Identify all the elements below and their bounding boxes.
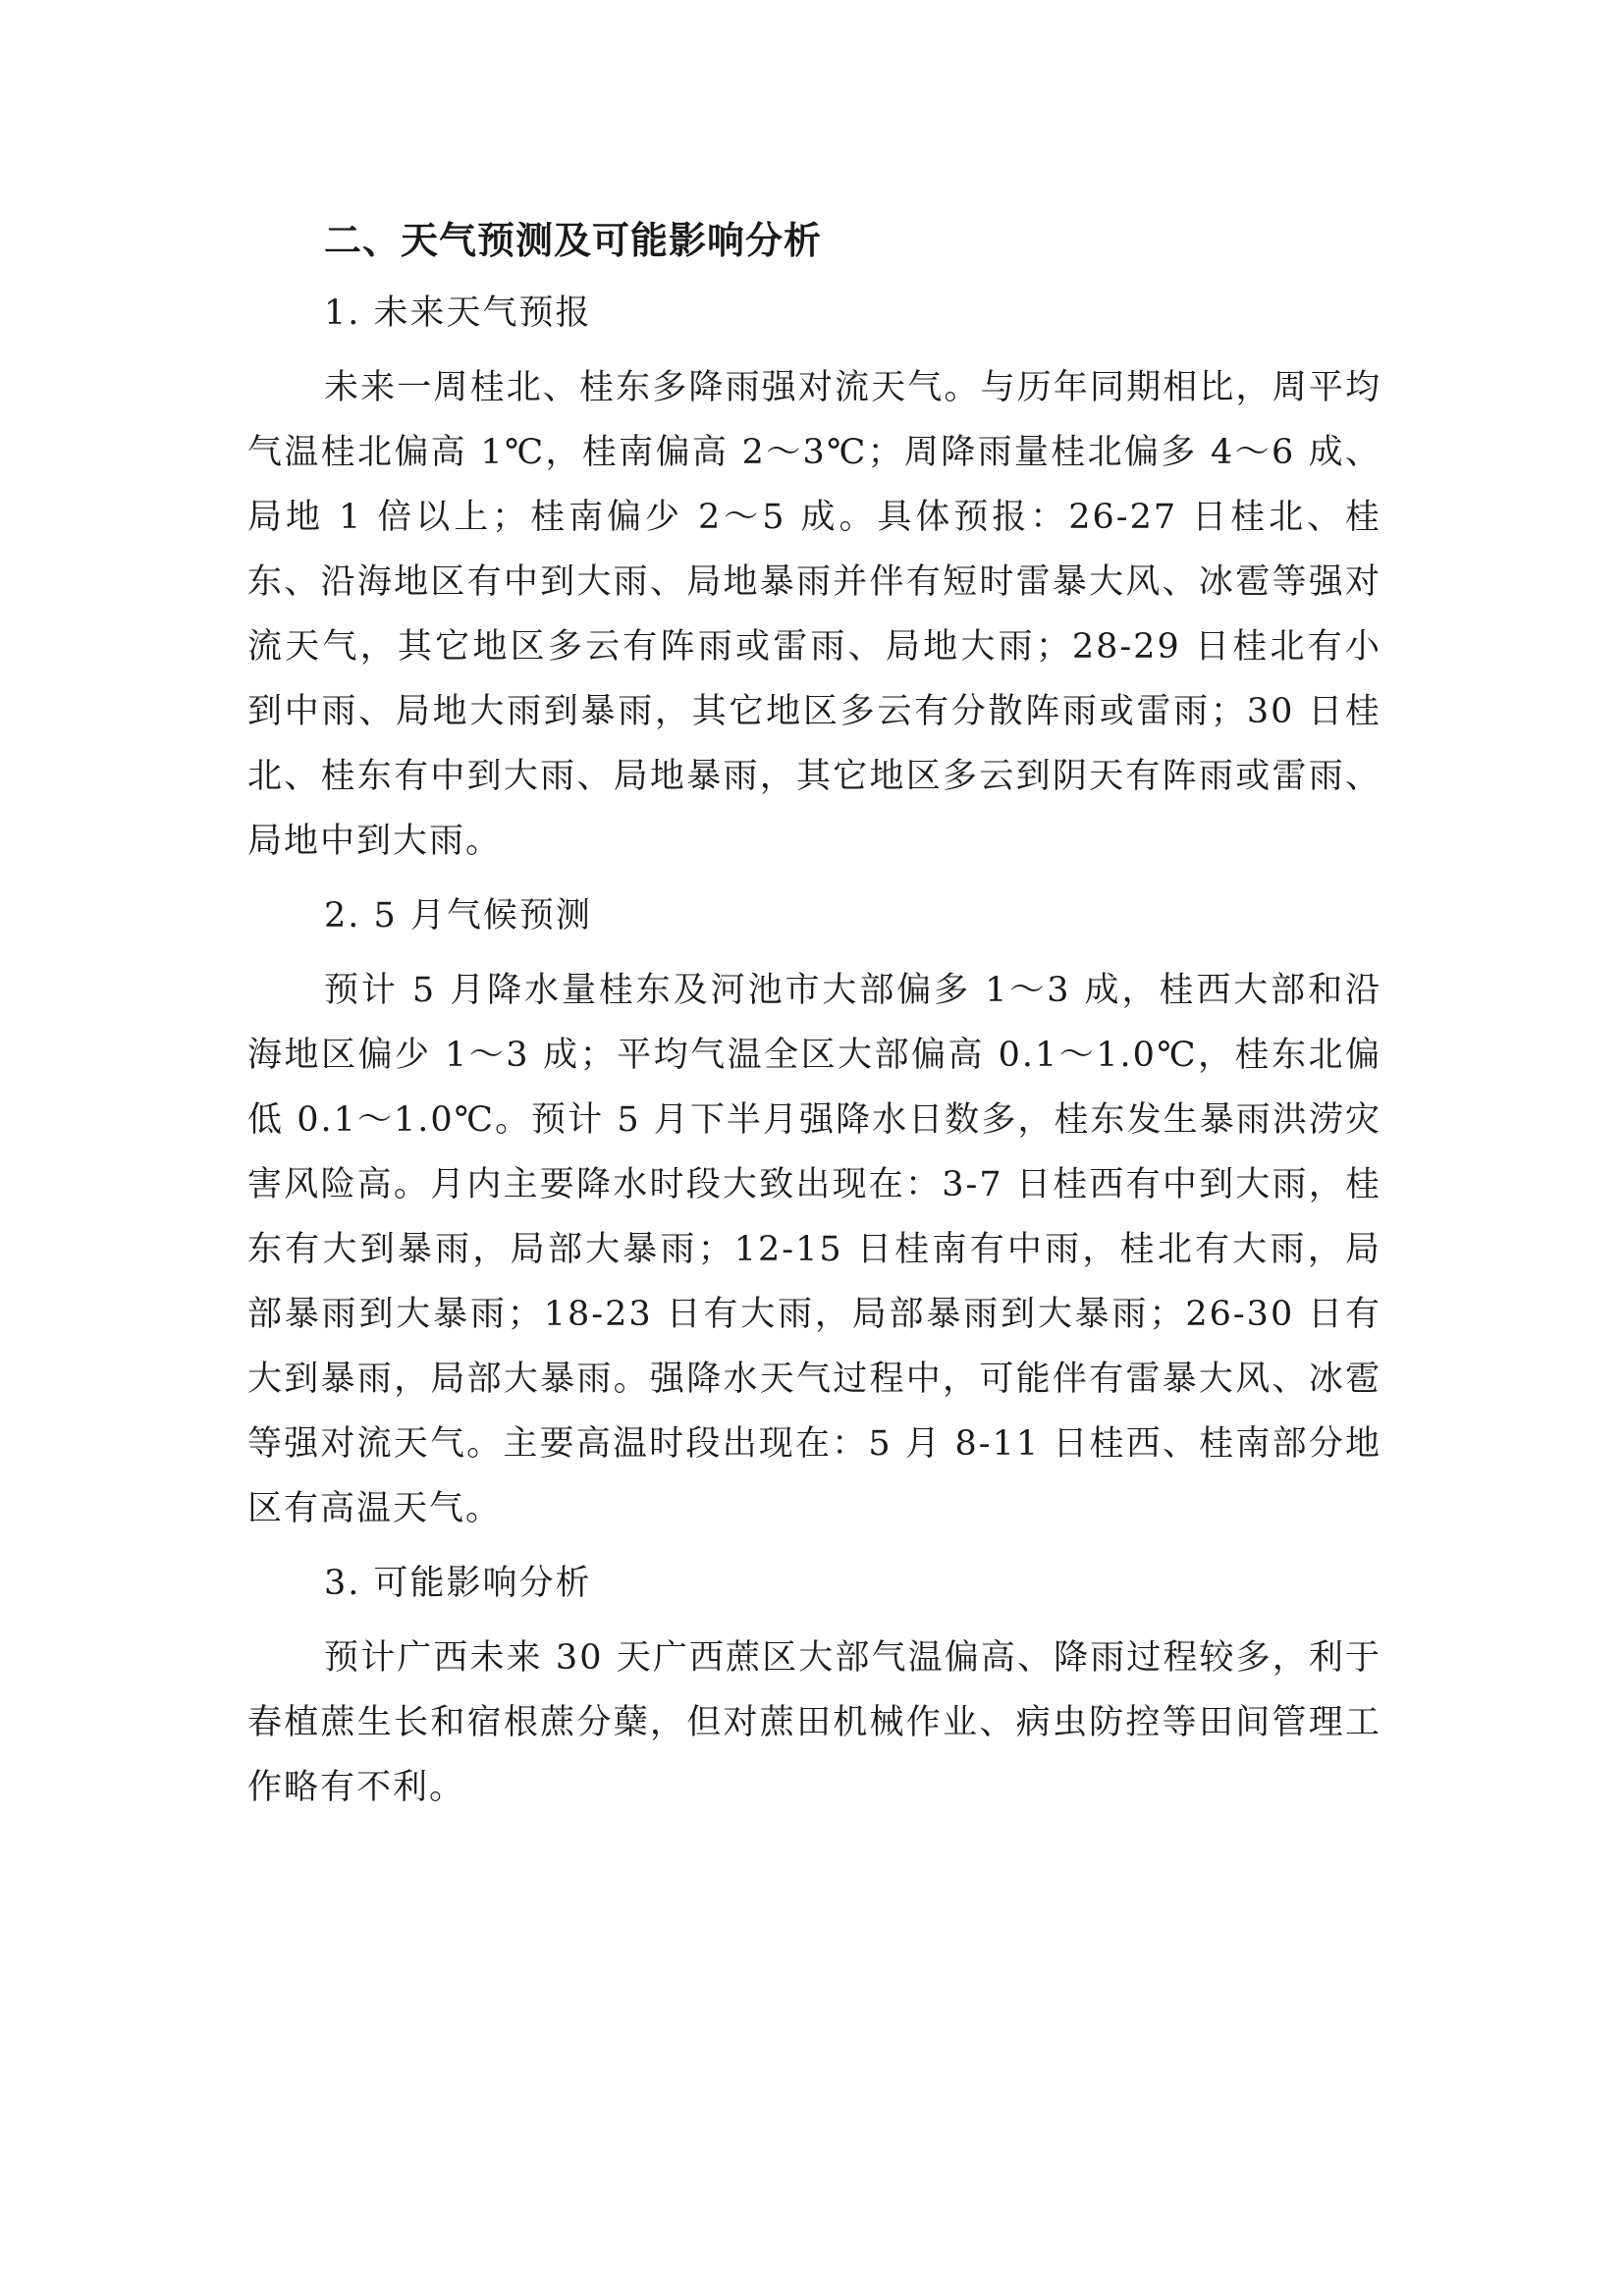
subsection-weather-forecast [247,281,1381,874]
subsection-heading: 1. 未来天气预报 [324,294,592,333]
paragraph-text: 未来一周桂北、桂东多降雨强对流天气。与历年同期相比，周平均气温桂北偏高 1℃，桂南偏高 2～3℃；周降雨量桂北偏多 4～6 成、局地 1 倍以上；桂南偏少 2～5 成。具体预报：26-27 日桂北、桂东、沿海地区有中到大雨、局地暴雨并伴有短时雷暴大风、冰雹等强对流天气，其它地区多云有阵雨或雷雨、局地大雨；28-29 日桂北有小到中雨、局地大雨到暴雨，其它地区多云有分散阵雨或雷雨；30 日桂北、桂东有中到大雨、局地暴雨，其它地区多云到阴天有阵雨或雷雨、局地中到大雨。 [247,368,1381,861]
subsection-heading: 3. 可能影响分析 [324,1564,592,1603]
subsection-heading: 2. 5 月气候预测 [324,896,592,935]
subsection-may-climate-forecast [247,883,1381,1541]
paragraph-text: 预计 5 月降水量桂东及河池市大部偏多 1～3 成，桂西大部和沿海地区偏少 1～3 成；平均气温全区大部偏高 0.1～1.0℃，桂东北偏低 0.1～1.0℃。预计 5 月下半月强降水日数多，桂东发生暴雨洪涝灾害风险高。月内主要降水时段大致出现在：3-7 日桂西有中到大雨，桂东有大到暴雨，局部大暴雨；12-15 日桂南有中雨，桂北有大雨，局部暴雨到大暴雨；18-23 日有大雨，局部暴雨到大暴雨；26-30 日有大到暴雨，局部大暴雨。强降水天气过程中，可能伴有雷暴大风、冰雹等强对流天气。主要高温时段出现在：5 月 8-11 日桂西、桂南部分地区有高温天气。 [247,971,1381,1528]
subsection-impact-analysis [247,1551,1381,1820]
paragraph-text: 预计广西未来 30 天广西蔗区大部气温偏高、降雨过程较多，利于春植蔗生长和宿根蔗分蘖，但对蔗田机械作业、病虫防控等田间管理工作略有不利。 [247,1638,1381,1807]
section-title: 二、天气预测及可能影响分析 [324,219,823,262]
document-body [247,208,1381,1830]
